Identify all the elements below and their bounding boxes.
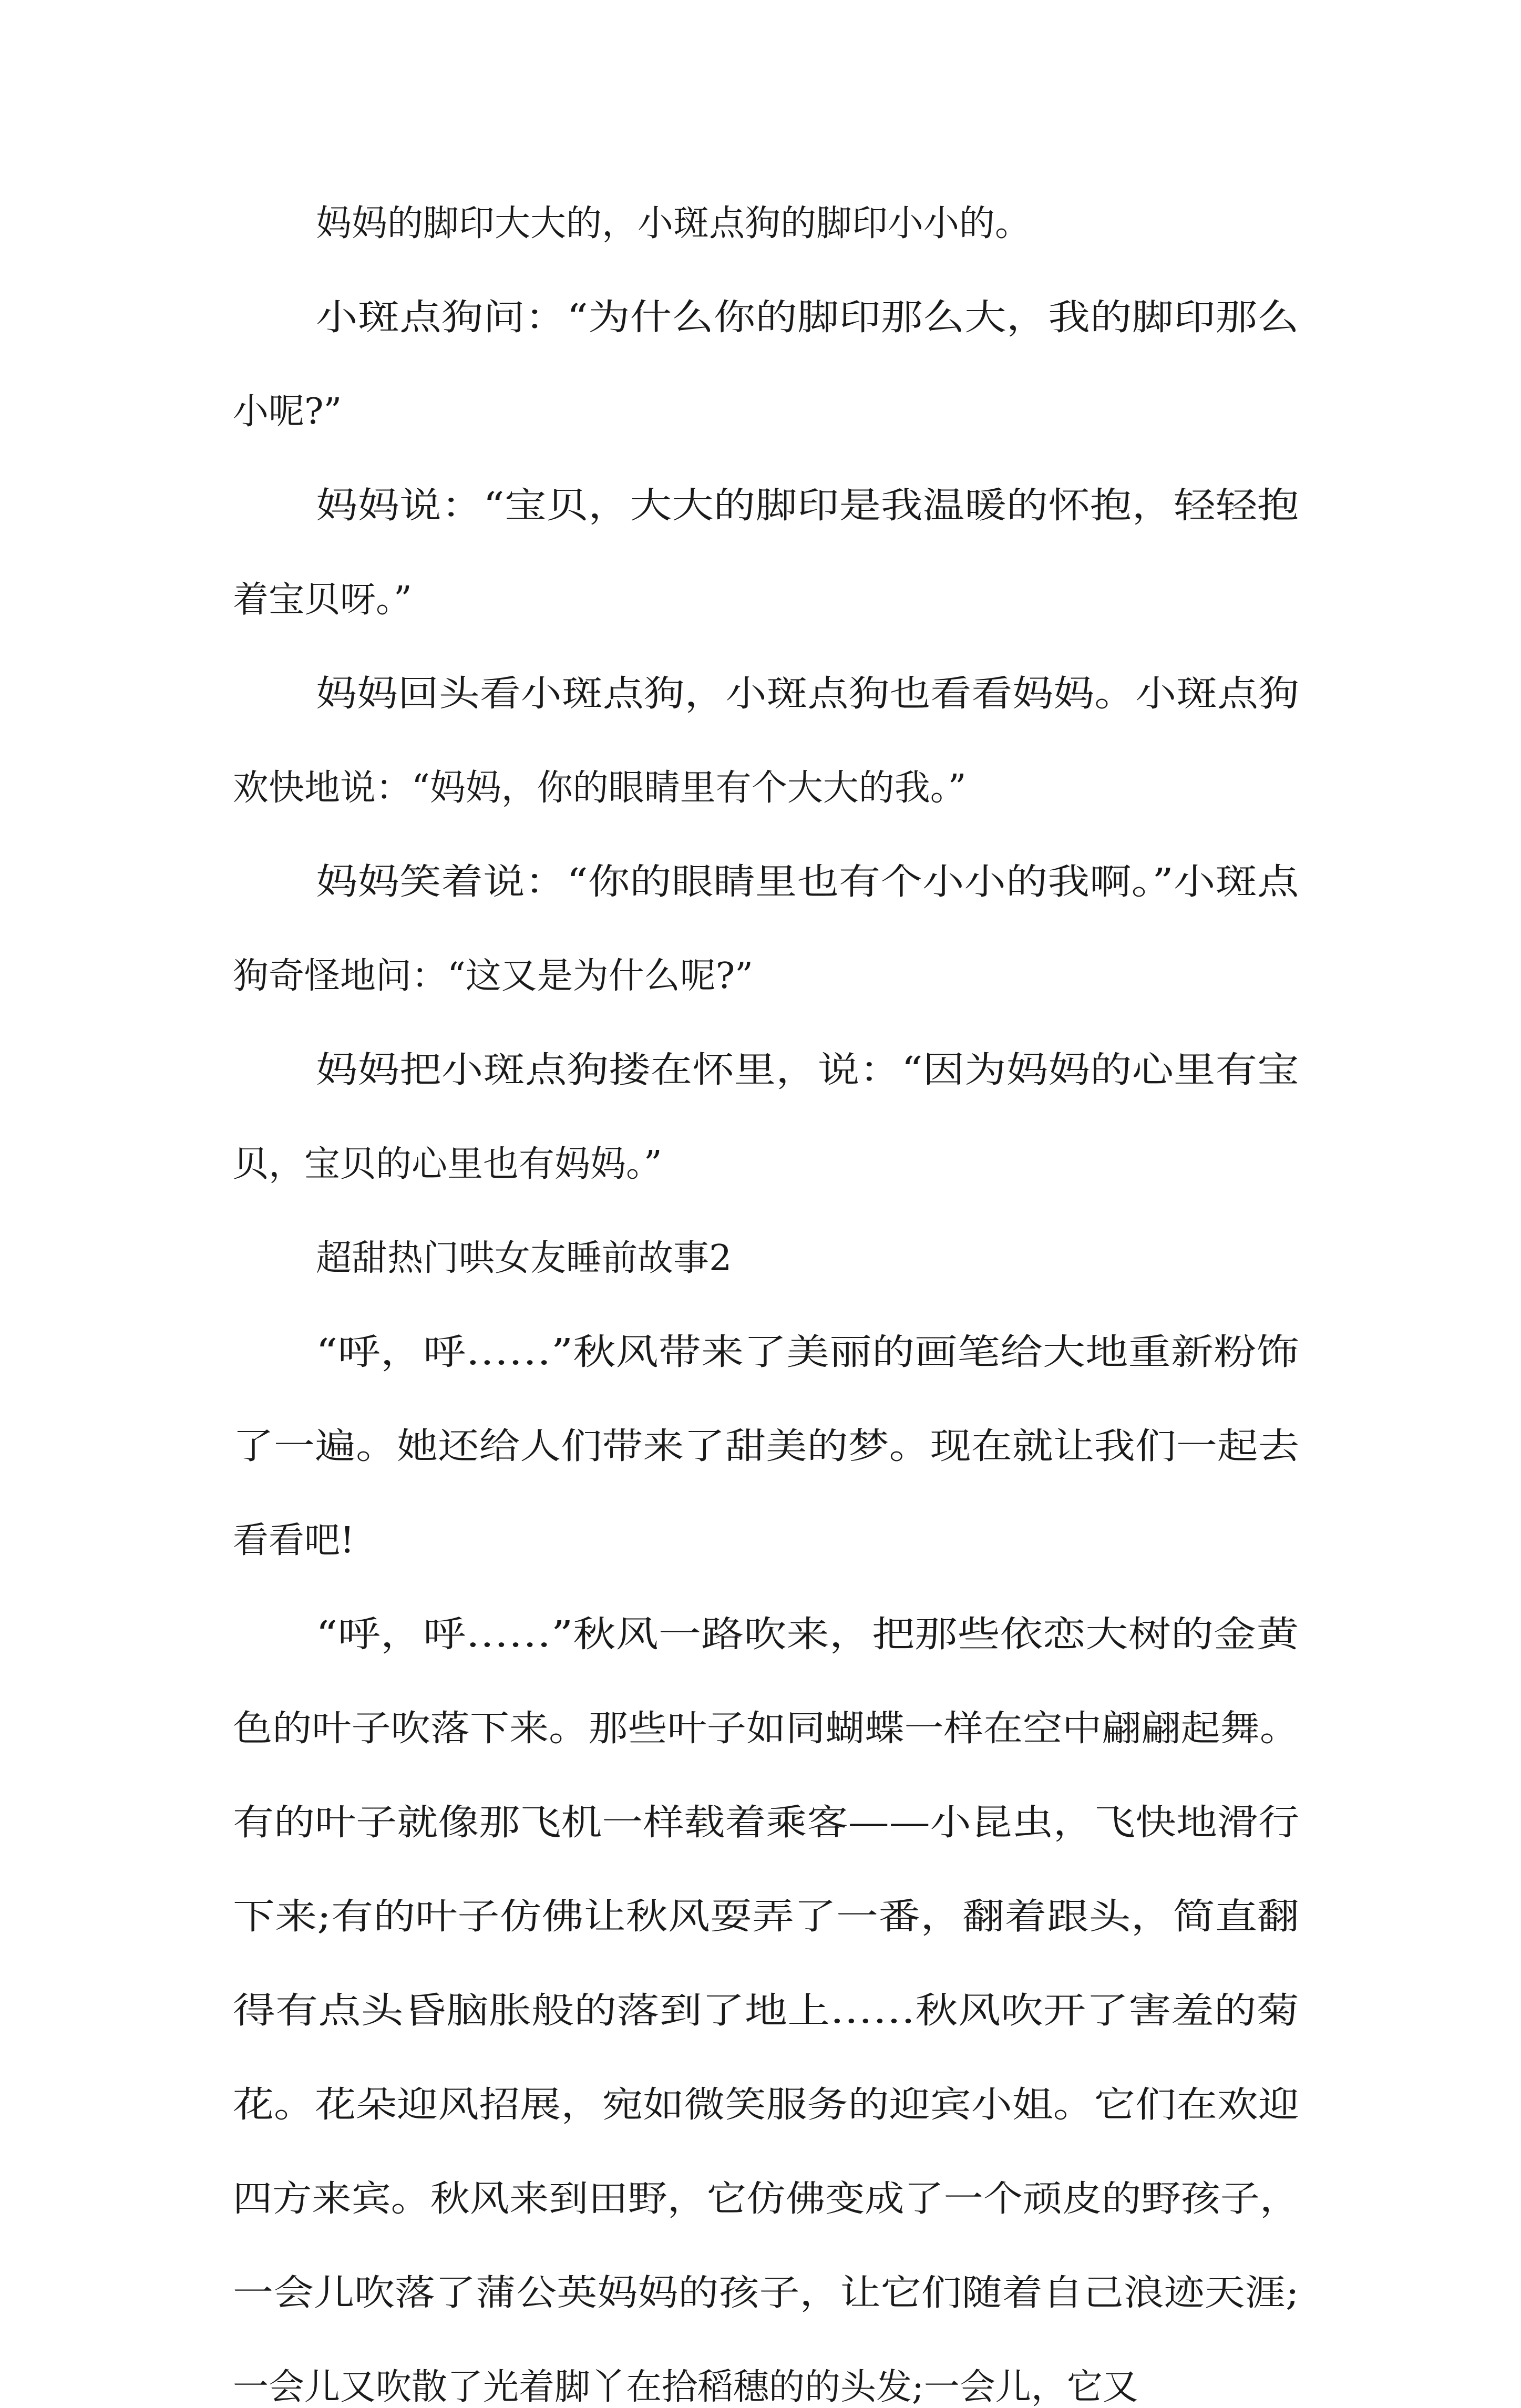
text-line: 有的叶子就像那飞机一样载着乘客——小昆虫，飞快地滑行 bbox=[233, 1802, 1300, 1844]
text-line: 看看吧! bbox=[233, 1520, 355, 1561]
text-line: 妈妈把小斑点狗搂在怀里，说：“因为妈妈的心里有宝 bbox=[316, 1049, 1299, 1091]
text-line: 色的叶子吹落下来。那些叶子如同蝴蝶一样在空中翩翩起舞。 bbox=[233, 1708, 1300, 1750]
text-line: 了一遍。她还给人们带来了甜美的梦。现在就让我们一起去 bbox=[233, 1426, 1300, 1467]
text-line: 四方来宾。秋风来到田野，它仿佛变成了一个顽皮的野孩子， bbox=[233, 2178, 1300, 2220]
text-line: 一会儿又吹散了光着脚丫在拾稻穗的的头发;一会儿，它又 bbox=[233, 2366, 1138, 2408]
text-line: 超甜热门哄女友睡前故事2 bbox=[316, 1238, 732, 1279]
text-line: 妈妈的脚印大大的，小斑点狗的脚印小小的。 bbox=[316, 203, 1031, 244]
text-line: 小呢?” bbox=[233, 391, 342, 433]
text-line: 花。花朵迎风招展，宛如微笑服务的迎宾小姐。它们在欢迎 bbox=[233, 2084, 1300, 2126]
text-line: 得有点头昏脑胀般的落到了地上……秋风吹开了害羞的菊 bbox=[233, 1990, 1300, 2032]
text-line: 妈妈说：“宝贝，大大的脚印是我温暖的怀抱，轻轻抱 bbox=[316, 485, 1299, 527]
text-line: “呼，呼……”秋风带来了美丽的画笔给大地重新粉饰 bbox=[316, 1332, 1299, 1373]
text-line: 小斑点狗问：“为什么你的脚印那么大，我的脚印那么 bbox=[316, 297, 1299, 338]
text-line: 下来;有的叶子仿佛让秋风耍弄了一番，翻着跟头，简直翻 bbox=[233, 1896, 1299, 1938]
text-line: 妈妈回头看小斑点狗，小斑点狗也看看妈妈。小斑点狗 bbox=[316, 673, 1300, 715]
text-line: 贝，宝贝的心里也有妈妈。” bbox=[233, 1144, 662, 1185]
text-line: 狗奇怪地问：“这又是为什么呢?” bbox=[233, 955, 753, 997]
text-line: 着宝贝呀。” bbox=[233, 579, 412, 621]
text-line: 一会儿吹落了蒲公英妈妈的孩子，让它们随着自己浪迹天涯; bbox=[233, 2272, 1299, 2314]
text-line: 妈妈笑着说：“你的眼睛里也有个小小的我啊。”小斑点 bbox=[316, 861, 1299, 903]
text-line: “呼，呼……”秋风一路吹来，把那些依恋大树的金黄 bbox=[316, 1614, 1299, 1655]
text-line: 欢快地说：“妈妈，你的眼睛里有个大大的我。” bbox=[233, 767, 967, 809]
